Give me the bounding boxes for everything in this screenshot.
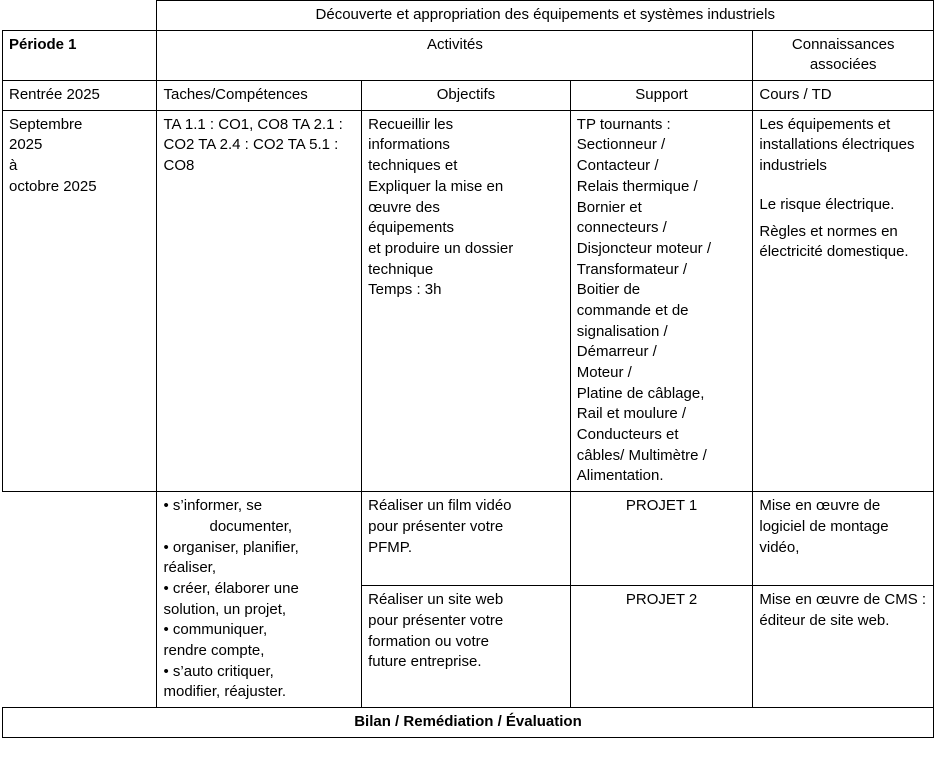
objectif-line: Réaliser un film vidéo — [368, 497, 512, 515]
date-line: Septembre — [9, 115, 83, 133]
projet1-support-cell: PROJET 1 — [570, 492, 753, 586]
content-row-projet2 — [3, 586, 934, 708]
content-row-projet1 — [3, 492, 934, 586]
taches-header: Taches/Compétences — [157, 81, 362, 111]
support-line: Conducteurs et — [576, 426, 679, 444]
objectif-line: pour présenter votre — [368, 612, 504, 630]
empty-left-2 — [3, 586, 157, 708]
support-line: Sectionneur / — [576, 136, 666, 154]
support-line: Disjoncteur moteur / — [576, 239, 711, 257]
connaissance-item: Les équipements et installations électriques industriels — [759, 115, 915, 175]
objectif-line: Temps : 3h — [368, 281, 442, 299]
support-line: Boitier de — [576, 281, 641, 299]
objectif-line: et produire un dossier — [368, 239, 514, 257]
projet2-support-cell: PROJET 2 — [570, 586, 753, 708]
objectif-line: Réaliser un site web — [368, 591, 504, 609]
support-line: Contacteur / — [576, 157, 659, 175]
competence-line: • communiquer, — [163, 621, 268, 639]
competence-line: • organiser, planifier, — [163, 538, 299, 556]
competence-line: • créer, élaborer une — [163, 579, 299, 597]
dates-cell — [3, 110, 157, 491]
support-line: Transformateur / — [576, 260, 688, 278]
support-line: connecteurs / — [576, 219, 667, 237]
competence-line: rendre compte, — [163, 641, 265, 659]
objectifs-header: Objectifs — [362, 81, 571, 111]
objectif-line: formation ou votre — [368, 632, 490, 650]
objectif-line: pour présenter votre — [368, 517, 504, 535]
competence-line: solution, un projet, — [163, 600, 287, 618]
support-line: signalisation / — [576, 322, 668, 340]
objectif-line: Recueillir les — [368, 115, 454, 133]
tache-line: TA 5.1 : CO8 — [163, 136, 339, 175]
objectifs-cell — [362, 110, 571, 491]
document-title: Découverte et appropriation des équipements et systèmes industriels — [157, 1, 934, 31]
projet2-objectifs-cell — [362, 586, 571, 708]
cours-header: Cours / TD — [753, 81, 934, 111]
objectif-line: Expliquer la mise en — [368, 177, 504, 195]
competences-cell — [157, 492, 362, 708]
competence-line: modifier, réajuster. — [163, 683, 287, 701]
support-line: TP tournants : — [576, 115, 671, 133]
date-line: octobre 2025 — [9, 177, 97, 195]
date-line: à — [9, 157, 18, 175]
objectif-line: techniques et — [368, 157, 458, 175]
tache-line: TA 2.1 : CO2 — [163, 115, 343, 154]
title-spacer — [3, 1, 157, 31]
competence-line: • s’informer, se — [163, 497, 263, 515]
bilan-footer: Bilan / Remédiation / Évaluation — [3, 708, 934, 738]
objectif-line: informations — [368, 136, 450, 154]
support-line: Moteur / — [576, 364, 632, 381]
support-line: Platine de câblage, — [576, 384, 705, 402]
support-line: Démarreur / — [576, 343, 657, 361]
subheader-row — [3, 81, 934, 111]
projet2-connaissances-cell: Mise en œuvre de CMS : éditeur de site web. — [753, 586, 934, 708]
connaissances-cell — [753, 110, 934, 491]
objectif-line: future entreprise. — [368, 653, 482, 671]
content-row-1 — [3, 110, 934, 491]
competence-line: documenter, — [209, 517, 293, 535]
tache-line: TA 2.4 : CO2 — [198, 136, 284, 154]
taches-cell — [157, 110, 362, 491]
rentree-label: Rentrée 2025 — [3, 81, 157, 111]
objectif-line: œuvre des — [368, 198, 440, 216]
date-line: 2025 — [9, 136, 43, 154]
objectif-line: PFMP. — [368, 538, 413, 556]
support-line: Relais thermique / — [576, 177, 698, 195]
projet1-objectifs-cell — [362, 492, 571, 586]
header-row — [3, 30, 934, 80]
title-row — [3, 1, 934, 31]
support-line: commande et de — [576, 301, 689, 319]
connaissance-item: Règles et normes en électricité domestique. — [759, 222, 909, 261]
support-line: Rail et moulure / — [576, 405, 686, 423]
projet1-connaissances-cell: Mise en œuvre de logiciel de montage vidéo, — [753, 492, 934, 586]
support-line: câbles/ Multimètre / — [576, 446, 707, 464]
connaissances-header: Connaissances associées — [753, 30, 934, 80]
empty-left-1 — [3, 492, 157, 586]
support-line: Bornier et — [576, 198, 642, 216]
progression-table — [2, 0, 934, 738]
period-label: Période 1 — [3, 30, 157, 80]
competence-line: • s’auto critiquer, — [163, 662, 274, 680]
objectif-line: équipements — [368, 219, 455, 237]
support-line: Alimentation. — [576, 467, 664, 485]
support-cell — [570, 110, 753, 491]
support-header: Support — [570, 81, 753, 111]
connaissance-item: Le risque électrique. — [759, 195, 895, 213]
objectif-line: technique — [368, 260, 434, 278]
competence-line: réaliser, — [163, 559, 217, 577]
tache-line: TA 1.1 : CO1, CO8 — [163, 115, 289, 133]
footer-row — [3, 708, 934, 738]
activites-header: Activités — [157, 30, 753, 80]
